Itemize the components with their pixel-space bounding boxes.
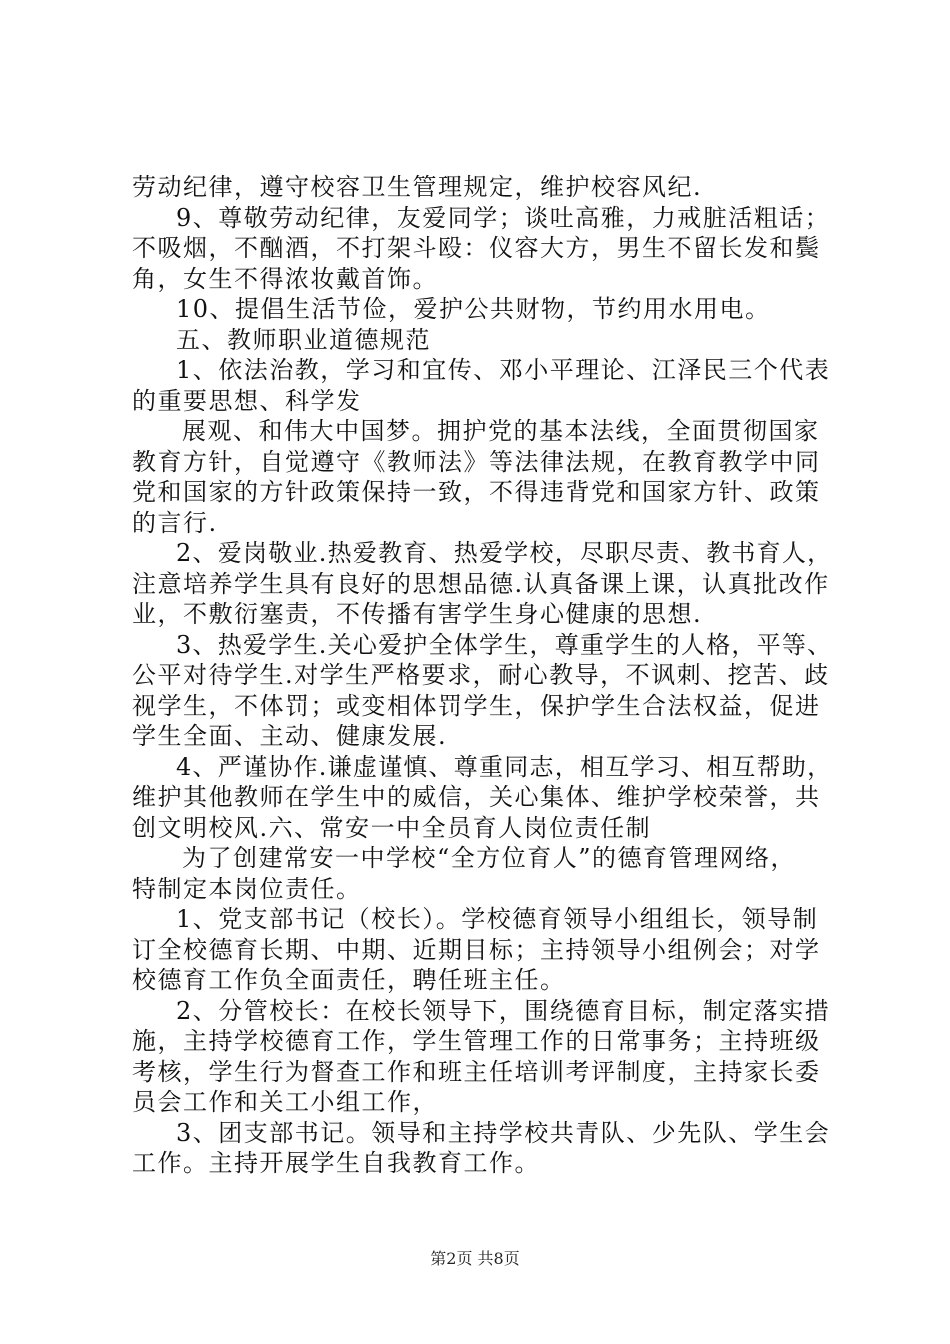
text-line: 的言行. [132,508,218,537]
page-footer [0,1246,950,1269]
text-line: 劳动纪律，遵守校容卫生管理规定，维护校容风纪. [132,173,703,201]
text-line: 3、团支部书记。领导和主持学校共青队、少先队、学生会 [176,1118,831,1147]
text-line: 施，主持学校德育工作，学生管理工作的日常事务；主持班级 [132,1027,821,1055]
text-line: 考核，学生行为督查工作和班主任培训考评制度，主持家长委 [132,1057,821,1086]
page-number-label: 第2页 共8页 [430,1249,520,1268]
text-line: 2、分管校长：在校长领导下，围绕德育目标，制定落实措 [176,996,831,1025]
text-line: 维护其他教师在学生中的威信，关心集体、维护学校荣誉，共 [132,783,821,811]
text-line: 五、教师职业道德规范 [176,325,431,354]
text-line: 1、依法治教，学习和宜传、邓小平理论、江泽民三个代表 [176,356,831,384]
text-line: 不吸烟，不酗酒，不打架斗殴：仪容大方，男生不留长发和鬓 [132,234,821,262]
text-line: 10、提倡生活节俭，爱护公共财物，节约用水用电。 [176,295,771,323]
text-line: 9、尊敬劳动纪律，友爱同学；谈吐高雅，力戒脏活粗话； [176,203,831,232]
text-line: 特制定本岗位责任。 [132,874,362,903]
document-body [132,172,832,1179]
text-line: 教育方针，自觉遵守《教师法》等法律法规，在教育教学中同 [132,447,821,476]
text-line: 2、爱岗敬业.热爱教育、热爱学校，尽职尽责、教书育人， [176,539,833,567]
text-line: 公平对待学生.对学生严格要求，耐心教导，不讽刺、挖苦、歧 [132,661,830,689]
text-line: 3、热爱学生.关心爱护全体学生，尊重学生的人格，平等、 [176,630,833,659]
text-line: 的重要思想、科学发 [132,386,362,415]
text-line: 为了创建常安一中学校“全方位育人”的德育管理网络， [182,844,797,872]
text-line: 展观、和伟大中国梦。拥护党的基本法线，全面贯彻国家 [182,417,820,445]
text-line: 员会工作和关工小组工作， [132,1088,438,1116]
text-line: 视学生，不体罚；或变相体罚学生，保护学生合法权益，促进 [132,691,821,720]
text-line: 学生全面、主动、健康发展. [132,722,448,750]
text-line: 4、严谨协作.谦虚谨慎、尊重同志，相互学习、相互帮助， [176,752,833,781]
text-line: 创文明校风.六、常安一中全员育人岗位责任制 [132,813,652,842]
text-line: 校德育工作负全面责任，聘任班主任。 [132,966,566,994]
text-line: 角，女生不得浓妆戴首饰。 [132,264,438,293]
text-line: 1、党支部书记（校长）。学校德育领导小组组长，领导制 [176,905,819,933]
text-line: 工作。主持开展学生自我教育工作。 [132,1149,540,1177]
text-line: 党和国家的方针政策保持一致，不得违背党和国家方针、政策 [132,478,821,506]
text-line: 注意培养学生具有良好的思想品德.认真备课上课，认真批改作 [132,569,830,598]
text-line: 订全校德育长期、中期、近期目标；主持领导小组例会；对学 [132,935,821,964]
text-line: 业，不敷衍塞责，不传播有害学生身心健康的思想. [132,600,703,628]
